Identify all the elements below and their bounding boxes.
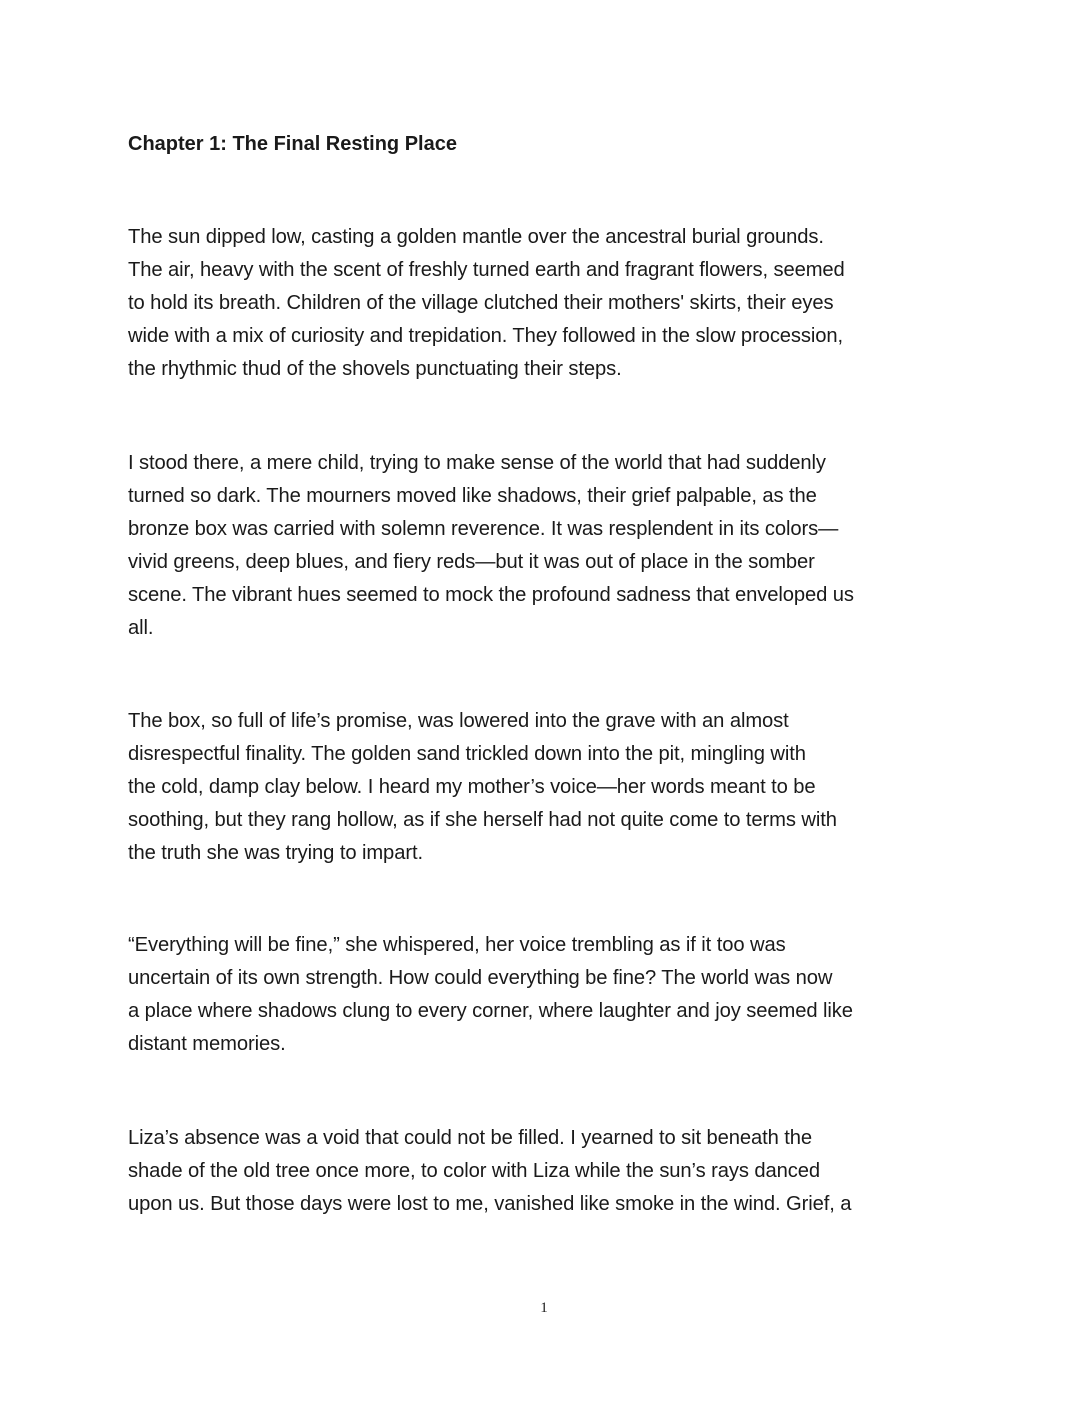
paragraph-line: upon us. But those days were lost to me, vanished like smoke in the wind. Grief, a bbox=[128, 1193, 852, 1215]
paragraph-line: The sun dipped low, casting a golden mantle over the ancestral burial grounds. bbox=[128, 226, 824, 248]
paragraph-line: Liza’s absence was a void that could not be filled. I yearned to sit beneath the bbox=[128, 1127, 813, 1149]
paragraph-4 bbox=[128, 929, 968, 1061]
paragraph-line: “Everything will be fine,” she whispered, her voice trembling as if it too was bbox=[128, 934, 786, 956]
paragraph-line: disrespectful finality. The golden sand trickled down into the pit, mingling with bbox=[128, 743, 806, 765]
paragraph-line: a place where shadows clung to every corner, where laughter and joy seemed like bbox=[128, 1000, 853, 1022]
paragraph-line: turned so dark. The mourners moved like shadows, their grief palpable, as the bbox=[128, 485, 817, 507]
paragraph-line: soothing, but they rang hollow, as if she herself had not quite come to terms with bbox=[128, 809, 837, 831]
paragraph-line: to hold its breath. Children of the village clutched their mothers' skirts, their eyes bbox=[128, 292, 834, 314]
paragraph-line: vivid greens, deep blues, and fiery reds—but it was out of place in the somber bbox=[128, 551, 815, 573]
paragraph-line: scene. The vibrant hues seemed to mock the profound sadness that enveloped us bbox=[128, 584, 854, 606]
paragraph-line: I stood there, a mere child, trying to make sense of the world that had suddenly bbox=[128, 452, 826, 474]
paragraph-line: shade of the old tree once more, to color with Liza while the sun’s rays danced bbox=[128, 1160, 820, 1182]
paragraph-line: the rhythmic thud of the shovels punctuating their steps. bbox=[128, 358, 622, 380]
paragraph-2 bbox=[128, 447, 968, 645]
paragraph-line: The air, heavy with the scent of freshly turned earth and fragrant flowers, seemed bbox=[128, 259, 845, 281]
paragraph-line: the cold, damp clay below. I heard my mother’s voice—her words meant to be bbox=[128, 776, 816, 798]
paragraph-line: wide with a mix of curiosity and trepidation. They followed in the slow procession, bbox=[128, 325, 844, 347]
chapter-title: Chapter 1: The Final Resting Place bbox=[128, 133, 457, 155]
page-number: 1 bbox=[540, 1300, 548, 1316]
paragraph-line: uncertain of its own strength. How could everything be fine? The world was now bbox=[128, 967, 833, 989]
paragraph-3 bbox=[128, 705, 968, 870]
paragraph-line: distant memories. bbox=[128, 1033, 286, 1055]
paragraph-line: The box, so full of life’s promise, was lowered into the grave with an almost bbox=[128, 710, 789, 732]
paragraph-line: bronze box was carried with solemn reverence. It was resplendent in its colors— bbox=[128, 518, 839, 540]
paragraph-line: all. bbox=[128, 617, 154, 639]
paragraph-5 bbox=[128, 1122, 968, 1221]
paragraph-1 bbox=[128, 221, 968, 386]
paragraph-line: the truth she was trying to impart. bbox=[128, 842, 423, 864]
